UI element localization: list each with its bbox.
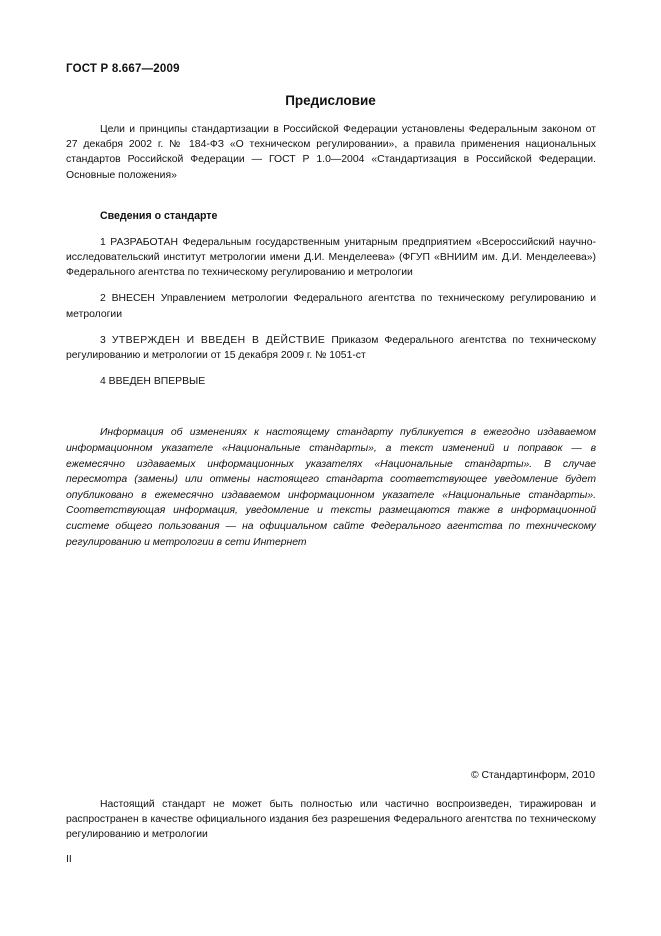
item-text: Управлением метрологии Федерального агентства по техническому регулированию и метрологии <box>66 293 597 320</box>
list-item <box>66 291 596 321</box>
spacer <box>66 222 596 235</box>
standard-number: ГОСТ Р 8.667—2009 <box>66 63 180 75</box>
item-label: ВНЕСЕН <box>111 293 155 305</box>
item-label: УТВЕРЖДЕН И ВВЕДЕН В ДЕЙСТВИЕ <box>111 334 326 346</box>
page-title: Предисловие <box>285 93 376 108</box>
spacer <box>66 280 596 291</box>
change-notice: Информация об изменениях к настоящему стандарту публикуется в ежегодно издаваемом информационном указателе «Национальные стандарты», а текст изменений и поправок — в ежемесячно издаваемых информационных указателях «Национальные стандарты». В случае пересмотра (замены) или отмены настоящего стандарта соответствующее уведомление будет опубликовано в ежемесячно издаваемом информационном указателе «Национальные стандарты». Соответствующая информация, уведомление и тексты размещаются также в информационной системе общего пользования — на официальном сайте Федерального агентства по техническому регулированию и метрологии в сети Интернет <box>66 427 596 548</box>
item-number: 4 <box>100 376 106 388</box>
list-item <box>66 333 596 363</box>
item-label: РАЗРАБОТАН <box>110 236 178 248</box>
list-item <box>66 374 596 389</box>
item-number: 1 <box>100 236 106 248</box>
spacer <box>66 183 596 196</box>
item-text: Федеральным государственным унитарным предприятием «Всероссийский научно-исследовательский институт метрологии имени Д.И. Менделеева» (ФГУП «ВНИИМ им. Д.И. Менделеева») Федерального агентства по техническому регулированию и метрологии <box>66 236 596 279</box>
page-number: II <box>66 854 72 865</box>
item-number: 3 <box>100 334 106 346</box>
item-text: Приказом Федерального агентства по техническому регулированию и метрологии от 15 декабря 2009 г. № 1051-ст <box>66 334 597 362</box>
copyright-line: © Стандартинформ, 2010 <box>470 770 595 781</box>
spacer <box>66 389 596 425</box>
list-item <box>66 235 596 281</box>
section-heading: Сведения о стандарте <box>100 209 218 222</box>
item-number: 2 <box>100 293 106 305</box>
item-label: ВВЕДЕН ВПЕРВЫЕ <box>108 376 206 388</box>
reproduction-note: Настоящий стандарт не может быть полностью или частично воспроизведен, тиражирован и распространен в качестве официального издания без разрешения Федерального агентства по техническому регулированию и метрологии <box>66 799 596 841</box>
document-body <box>66 122 596 550</box>
intro-paragraph: Цели и принципы стандартизации в Российской Федерации установлены Федеральным законом от 27 декабря 2002 г. № 184-ФЗ «О техническом регулировании», а правила применения национальных стандартов Российской Федерации — ГОСТ Р 1.0—2004 «Стандартизация в Российской Федерации. Основные положения» <box>66 124 596 181</box>
spacer <box>66 363 596 374</box>
spacer <box>66 322 596 333</box>
